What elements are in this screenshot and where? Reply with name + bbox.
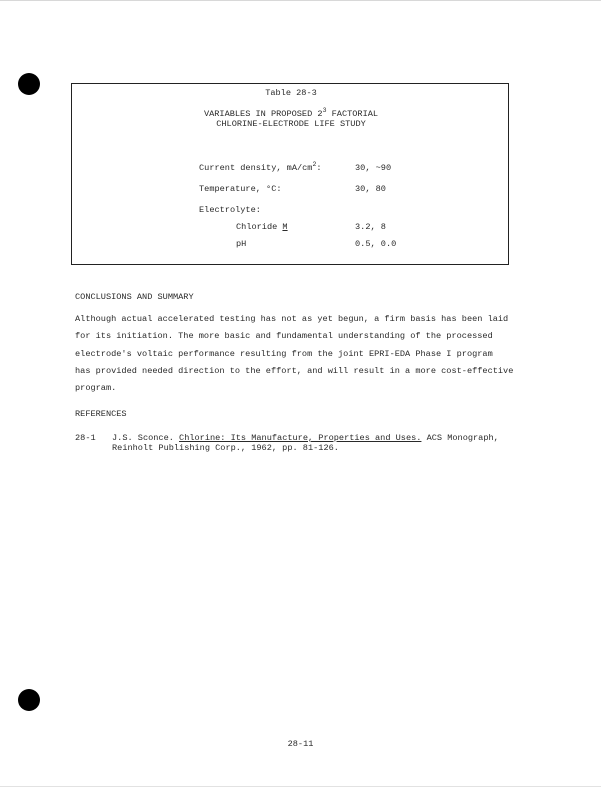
row-current-density-label: Current density, $mA/cm^2$:: [199, 161, 322, 173]
references-heading: REFERENCES: [75, 409, 127, 419]
row-ph-label: pH: [236, 239, 247, 249]
reference-line2: Reinholt Publishing Corp., 1962, pp. 81-126.: [112, 443, 339, 453]
reference-line1: J.S. Sconce. Chlorine: Its Manufacture, Properties and Uses. ACS Monograph,: [112, 433, 499, 443]
conclusions-paragraph: Although actual accelerated testing has not as yet begun, a firm basis has been laid for its initiation. The more basic and fundamental understanding of the processed electrode's voltaic performance resulting from the joint EPRI-EDA Phase I program has provided needed direction to the effort, and will result in a more cost-effective program.: [75, 314, 514, 394]
row-temperature-label: Temperature, °C:: [199, 184, 282, 194]
table-28-3: [71, 83, 509, 265]
row-ph-value: 0.5, 0.0: [355, 239, 397, 249]
conclusions-heading: CONCLUSIONS AND SUMMARY: [75, 292, 194, 302]
table-number: Table 28-3: [265, 88, 317, 98]
table-title-line1: VARIABLES IN PROPOSED $2^3$ FACTORIAL: [203, 107, 379, 119]
table-title-line2: CHLORINE-ELECTRODE LIFE STUDY: [216, 119, 366, 129]
row-electrolyte-label: Electrolyte:: [199, 205, 261, 215]
page-bottom-edge: [0, 786, 601, 787]
page-top-edge: [0, 0, 601, 1]
page-number: 28-11: [287, 739, 314, 749]
row-current-density-value: 30, ~90: [355, 163, 392, 173]
punch-hole-top: [18, 73, 40, 95]
row-chloride-value: 3.2, 8: [355, 222, 386, 232]
row-temperature-value: 30, 80: [355, 184, 386, 194]
punch-hole-bottom: [18, 689, 40, 711]
reference-id: 28-1: [75, 433, 96, 443]
row-chloride-label: Chloride M: [236, 222, 288, 232]
